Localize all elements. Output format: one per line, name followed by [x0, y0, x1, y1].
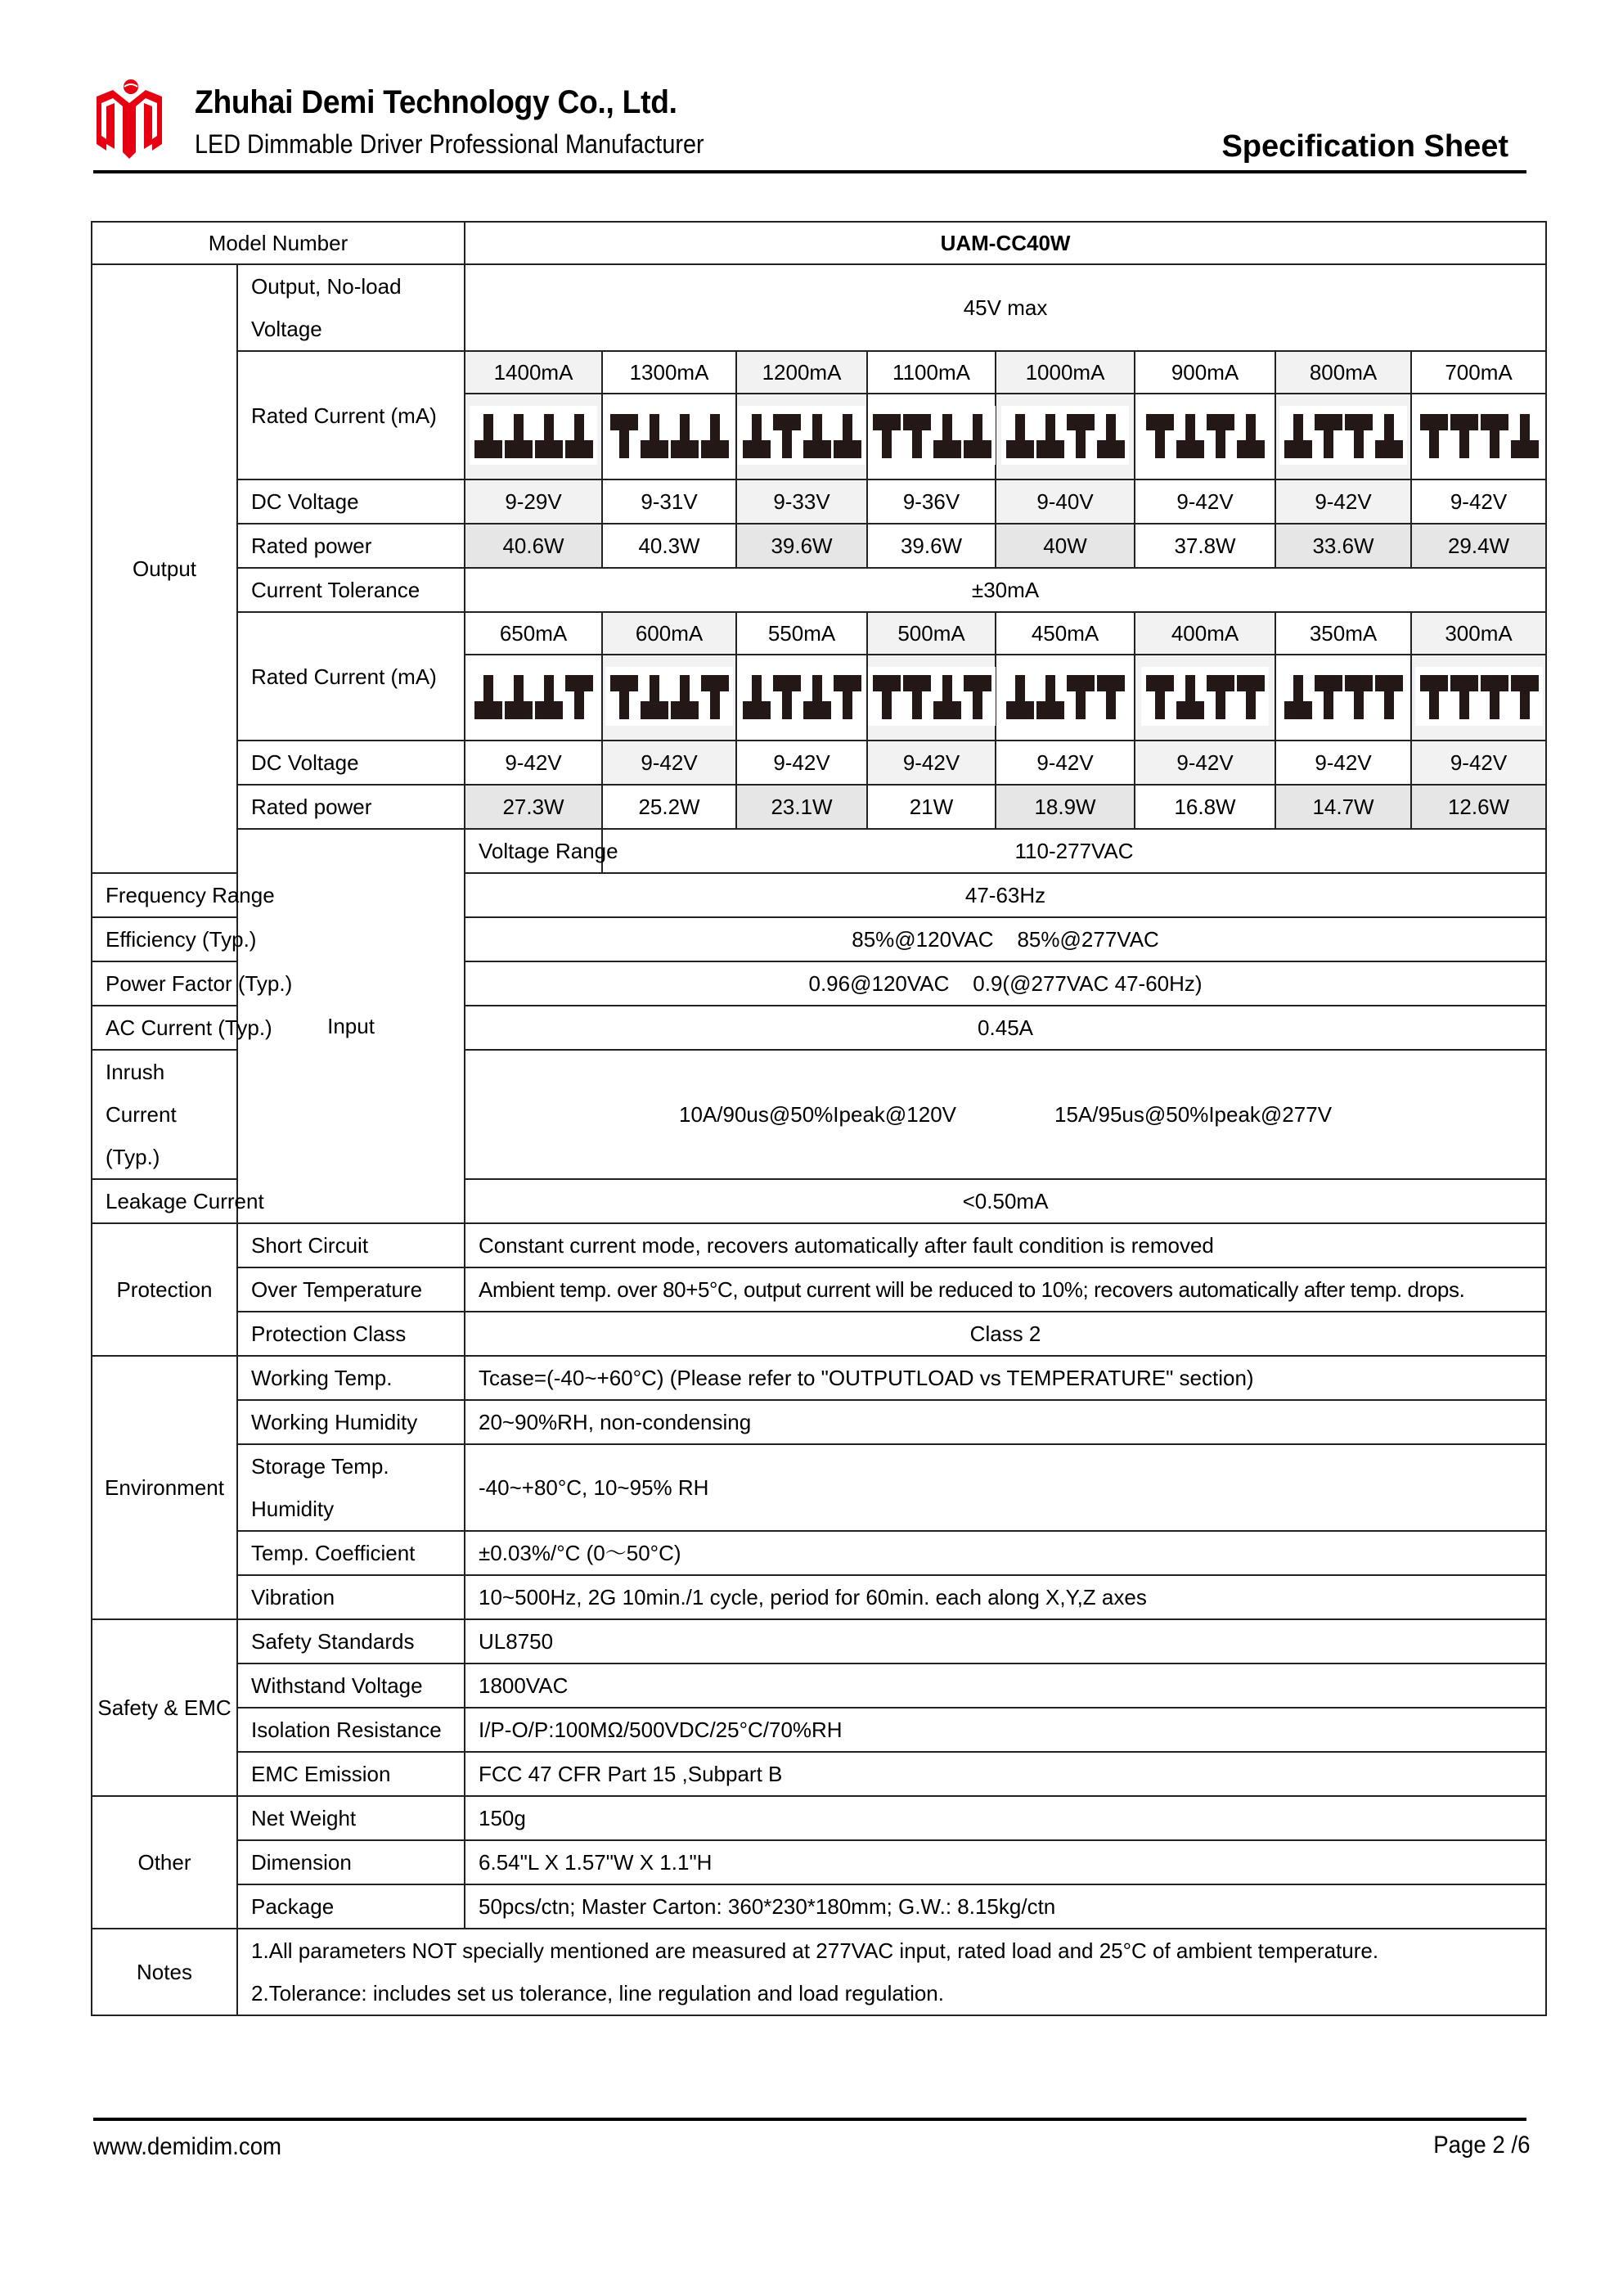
category-environment: Environment: [92, 1356, 237, 1619]
dip-switch-on: [1067, 414, 1095, 458]
row-label: Current Tolerance: [237, 568, 465, 612]
current-cell: 1000mA: [996, 351, 1135, 394]
notes-content: [237, 1929, 1546, 2015]
dip-switch-icon: [1001, 406, 1129, 465]
note-item: 2.Tolerance: includes set us tolerance, line regulation and load regulation.: [251, 1981, 944, 2006]
dip-switch-icon: [605, 406, 733, 465]
current-cell: 400mA: [1135, 612, 1275, 655]
row-value: UL8750: [465, 1619, 1546, 1663]
dip-switch-off: [933, 675, 961, 719]
protection-row: [92, 1267, 1546, 1312]
rated-power-row-1: [92, 524, 1546, 568]
safety-row: [92, 1752, 1546, 1796]
row-value: Ambient temp. over 80+5°C, output current will be reduced to 10%; recovers automatically after temp. drops.: [465, 1267, 1546, 1312]
rated-power-cell: 25.2W: [602, 785, 736, 829]
current-header-row-1: [92, 351, 1546, 394]
safety-row: [92, 1708, 1546, 1752]
row-label: Over Temperature: [237, 1267, 465, 1312]
row-label: Protection Class: [237, 1312, 465, 1356]
row-label: Rated Current (mA): [237, 612, 465, 741]
dc-voltage-row-2: [92, 741, 1546, 785]
row-label: Efficiency (Typ.): [92, 917, 237, 961]
environment-row: [92, 1356, 1546, 1400]
rated-power-row-2: [92, 785, 1546, 829]
dip-switch-icon: [1141, 667, 1269, 726]
current-cell: 650mA: [465, 612, 602, 655]
dip-switch-on: [1481, 675, 1508, 719]
dip-switch-icon: [1415, 406, 1543, 465]
dip-switch-off: [1036, 675, 1064, 719]
document-title: Specification Sheet: [1221, 129, 1508, 164]
row-label: Storage Temp. Humidity: [237, 1444, 465, 1531]
model-value: UAM-CC40W: [465, 222, 1546, 264]
dip-switch-icon: [868, 406, 996, 465]
row-label: EMC Emission: [237, 1752, 465, 1796]
row-label: Withstand Voltage: [237, 1663, 465, 1708]
dip-switch-cell: [996, 394, 1135, 479]
row-label: Leakage Current: [92, 1179, 237, 1223]
rated-power-cell: 16.8W: [1135, 785, 1275, 829]
dip-switch-icon: [738, 406, 865, 465]
dip-switch-on: [1207, 675, 1234, 719]
row-value: 1800VAC: [465, 1663, 1546, 1708]
dip-switch-on: [903, 414, 931, 458]
row-label: Vibration: [237, 1575, 465, 1619]
dip-switch-off: [803, 414, 831, 458]
dip-switch-off: [1375, 414, 1403, 458]
row-value: ±30mA: [465, 568, 1546, 612]
dip-switch-on: [1067, 675, 1095, 719]
dip-switch-cell: [602, 394, 736, 479]
row-value: ±0.03%/°C (0～50°C): [465, 1531, 1546, 1575]
current-cell: 500mA: [867, 612, 996, 655]
other-row: [92, 1796, 1546, 1840]
row-label: Net Weight: [237, 1796, 465, 1840]
dip-switch-on: [773, 414, 801, 458]
dip-switch-on: [1345, 675, 1373, 719]
noload-row: [92, 264, 1546, 351]
dip-switch-on: [701, 675, 729, 719]
dip-switch-off: [743, 675, 771, 719]
dip-switch-on: [1315, 414, 1342, 458]
dip-switch-off: [671, 675, 699, 719]
dip-switch-cell: [465, 655, 602, 741]
dip-switch-on: [1420, 675, 1448, 719]
row-label: DC Voltage: [237, 479, 465, 524]
dip-switch-on: [1375, 675, 1403, 719]
dip-switch-off: [474, 414, 502, 458]
dip-switch-off: [505, 414, 533, 458]
row-value: [465, 1050, 1546, 1179]
dip-switch-icon: [1141, 406, 1269, 465]
dip-switch-off: [1036, 414, 1064, 458]
rated-power-cell: 40.6W: [465, 524, 602, 568]
dip-switch-cell: [736, 394, 867, 479]
dip-switch-cell: [1275, 655, 1411, 741]
current-cell: 450mA: [996, 612, 1135, 655]
dip-switch-off: [1176, 414, 1204, 458]
dip-switch-off: [565, 414, 593, 458]
dc-voltage-cell: 9-42V: [736, 741, 867, 785]
dip-switch-off: [964, 414, 991, 458]
row-value: 20~90%RH, non-condensing: [465, 1400, 1546, 1444]
model-row: [92, 222, 1546, 264]
rated-power-cell: 37.8W: [1135, 524, 1275, 568]
row-value: 50pcs/ctn; Master Carton: 360*230*180mm; G.W.: 8.15kg/ctn: [465, 1884, 1546, 1929]
row-label: Inrush Current (Typ.): [92, 1050, 237, 1179]
row-value: Tcase=(-40~+60°C) (Please refer to "OUTPUTLOAD vs TEMPERATURE" section): [465, 1356, 1546, 1400]
dc-voltage-cell: 9-42V: [1411, 479, 1546, 524]
row-label: Isolation Resistance: [237, 1708, 465, 1752]
row-value: Constant current mode, recovers automatically after fault condition is removed: [465, 1223, 1546, 1267]
category-safety-emc: Safety & EMC: [92, 1619, 237, 1796]
dip-switch-cell: [1411, 655, 1546, 741]
other-row: [92, 1840, 1546, 1884]
dip-switch-off: [474, 675, 502, 719]
category-other: Other: [92, 1796, 237, 1929]
safety-row: [92, 1619, 1546, 1663]
current-cell: 700mA: [1411, 351, 1546, 394]
dip-switch-cell: [736, 655, 867, 741]
dc-voltage-row-1: [92, 479, 1546, 524]
dip-switch-on: [1511, 675, 1539, 719]
dip-switch-icon: [1415, 667, 1543, 726]
dip-switch-off: [641, 675, 668, 719]
dip-switch-on: [1146, 675, 1174, 719]
row-label: Output, No-load Voltage: [237, 264, 465, 351]
rated-power-cell: 40W: [996, 524, 1135, 568]
footer-divider: [93, 2118, 1526, 2121]
dip-switch-on: [903, 675, 931, 719]
dip-switch-icon: [470, 667, 597, 726]
row-label: Power Factor (Typ.): [92, 961, 237, 1006]
row-value: 45V max: [465, 264, 1546, 351]
dc-voltage-cell: 9-33V: [736, 479, 867, 524]
page-number: Page 2 /6: [1432, 2132, 1530, 2159]
other-row: [92, 1884, 1546, 1929]
dip-switch-cell: [602, 655, 736, 741]
protection-row: [92, 1223, 1546, 1267]
rated-power-cell: 29.4W: [1411, 524, 1546, 568]
dip-switch-on: [1097, 675, 1125, 719]
dc-voltage-cell: 9-42V: [1275, 741, 1411, 785]
dc-voltage-cell: 9-42V: [867, 741, 996, 785]
row-label: Working Temp.: [237, 1356, 465, 1400]
row-value: <0.50mA: [465, 1179, 1546, 1223]
dip-switch-off: [1006, 675, 1034, 719]
dip-switch-on: [1237, 675, 1265, 719]
dip-switch-on: [873, 675, 901, 719]
dip-switch-off: [1176, 675, 1204, 719]
row-label: Dimension: [237, 1840, 465, 1884]
footer-website[interactable]: www.demidim.com: [93, 2133, 282, 2160]
dip-switch-off: [1511, 414, 1539, 458]
dip-switch-off: [743, 414, 771, 458]
row-label: DC Voltage: [237, 741, 465, 785]
dip-switch-on: [1481, 414, 1508, 458]
row-value: 110-277VAC: [602, 829, 1546, 873]
row-label: Short Circuit: [237, 1223, 465, 1267]
category-input: Input: [237, 829, 465, 1223]
company-logo: [95, 79, 164, 160]
dip-switch-on: [610, 675, 638, 719]
current-cell: 1200mA: [736, 351, 867, 394]
row-label: Rated power: [237, 785, 465, 829]
dip-switch-on: [1450, 675, 1478, 719]
dip-switch-cell: [465, 394, 602, 479]
category-notes: Notes: [92, 1929, 237, 2015]
row-value: 150g: [465, 1796, 1546, 1840]
row-value: I/P-O/P:100MΩ/500VDC/25°C/70%RH: [465, 1708, 1546, 1752]
current-cell: 350mA: [1275, 612, 1411, 655]
dip-switch-cell: [1411, 394, 1546, 479]
category-output: Output: [92, 264, 237, 873]
row-value: 0.45A: [465, 1006, 1546, 1050]
row-value: 47-63Hz: [465, 873, 1546, 917]
current-cell: 1400mA: [465, 351, 602, 394]
dip-switch-on: [565, 675, 593, 719]
row-label: Rated Current (mA): [237, 351, 465, 479]
dip-switch-on: [873, 414, 901, 458]
dip-switch-icon: [605, 667, 733, 726]
dip-switch-on: [964, 675, 991, 719]
dip-switch-on: [773, 675, 801, 719]
inrush-value-120v: 10A/90us@50%Ipeak@120V: [679, 1101, 957, 1127]
dip-switch-on: [1146, 414, 1174, 458]
dip-switch-on: [1420, 414, 1448, 458]
dc-voltage-cell: 9-42V: [1275, 479, 1411, 524]
environment-row: [92, 1444, 1546, 1531]
dc-voltage-cell: 9-36V: [867, 479, 996, 524]
dip-switch-off: [535, 414, 563, 458]
dc-voltage-cell: 9-42V: [1411, 741, 1546, 785]
rated-power-cell: 14.7W: [1275, 785, 1411, 829]
dc-voltage-cell: 9-42V: [602, 741, 736, 785]
dc-voltage-cell: 9-42V: [996, 741, 1135, 785]
row-label: Rated power: [237, 524, 465, 568]
row-value: 6.54"L X 1.57"W X 1.1"H: [465, 1840, 1546, 1884]
dip-switch-icon: [738, 667, 865, 726]
row-label: Voltage Range: [465, 829, 602, 873]
dip-switch-on: [834, 675, 861, 719]
dc-voltage-cell: 9-42V: [1135, 741, 1275, 785]
current-cell: 600mA: [602, 612, 736, 655]
dip-switch-on: [1207, 414, 1234, 458]
dip-switch-off: [505, 675, 533, 719]
current-cell: 1300mA: [602, 351, 736, 394]
row-value: FCC 47 CFR Part 15 ,Subpart B: [465, 1752, 1546, 1796]
dip-switch-cell: [867, 394, 996, 479]
rated-power-cell: 39.6W: [736, 524, 867, 568]
notes-row: [92, 1929, 1546, 2015]
dip-switch-off: [535, 675, 563, 719]
dip-switch-cell: [996, 655, 1135, 741]
current-cell: 1100mA: [867, 351, 996, 394]
dip-switch-on: [610, 414, 638, 458]
company-name: Zhuhai Demi Technology Co., Ltd.: [195, 84, 677, 120]
environment-row: [92, 1400, 1546, 1444]
rated-power-cell: 18.9W: [996, 785, 1135, 829]
current-cell: 550mA: [736, 612, 867, 655]
dip-switch-on: [1315, 675, 1342, 719]
protection-row: [92, 1312, 1546, 1356]
current-cell: 900mA: [1135, 351, 1275, 394]
rated-power-cell: 27.3W: [465, 785, 602, 829]
tolerance-row: [92, 568, 1546, 612]
current-cell: 800mA: [1275, 351, 1411, 394]
dip-switch-off: [1237, 414, 1265, 458]
dip-switch-icon: [1279, 406, 1407, 465]
safety-row: [92, 1663, 1546, 1708]
dip-switch-off: [1284, 414, 1312, 458]
dip-switch-off: [701, 414, 729, 458]
current-cell: 300mA: [1411, 612, 1546, 655]
row-value: 0.96@120VAC 0.9(@277VAC 47-60Hz): [465, 961, 1546, 1006]
environment-row: [92, 1575, 1546, 1619]
environment-row: [92, 1531, 1546, 1575]
dc-voltage-cell: 9-29V: [465, 479, 602, 524]
company-tagline: LED Dimmable Driver Professional Manufacturer: [195, 129, 704, 159]
row-label: Temp. Coefficient: [237, 1531, 465, 1575]
row-value: 10~500Hz, 2G 10min./1 cycle, period for 60min. each along X,Y,Z axes: [465, 1575, 1546, 1619]
dip-switch-cell: [1135, 655, 1275, 741]
dip-switch-off: [803, 675, 831, 719]
row-label: AC Current (Typ.): [92, 1006, 237, 1050]
dc-voltage-cell: 9-42V: [1135, 479, 1275, 524]
dip-switch-cell: [1275, 394, 1411, 479]
dip-switch-cell: [867, 655, 996, 741]
row-value: Class 2: [465, 1312, 1546, 1356]
rated-power-cell: 21W: [867, 785, 996, 829]
dc-voltage-cell: 9-40V: [996, 479, 1135, 524]
rated-power-cell: 12.6W: [1411, 785, 1546, 829]
header-divider: [93, 170, 1526, 173]
input-row: [92, 829, 1546, 873]
category-protection: Protection: [92, 1223, 237, 1356]
dip-switch-icon: [1001, 667, 1129, 726]
model-label: Model Number: [92, 222, 465, 264]
dip-switch-off: [933, 414, 961, 458]
dc-voltage-cell: 9-31V: [602, 479, 736, 524]
current-header-row-2: [92, 612, 1546, 655]
spec-table: [91, 221, 1547, 2016]
rated-power-cell: 40.3W: [602, 524, 736, 568]
dip-switch-off: [1006, 414, 1034, 458]
dip-switch-cell: [1135, 394, 1275, 479]
dip-switch-icon: [470, 406, 597, 465]
dip-switch-off: [834, 414, 861, 458]
rated-power-cell: 33.6W: [1275, 524, 1411, 568]
row-label: Working Humidity: [237, 1400, 465, 1444]
inrush-value-277v: 15A/95us@50%Ipeak@277V: [1054, 1101, 1333, 1127]
dip-switch-on: [1450, 414, 1478, 458]
dip-switch-off: [1097, 414, 1125, 458]
dip-switch-icon: [1279, 667, 1407, 726]
row-label: Frequency Range: [92, 873, 237, 917]
dc-voltage-cell: 9-42V: [465, 741, 602, 785]
row-value: 85%@120VAC 85%@277VAC: [465, 917, 1546, 961]
rated-power-cell: 23.1W: [736, 785, 867, 829]
dip-switch-icon: [868, 667, 996, 726]
dip-switch-off: [641, 414, 668, 458]
dip-switch-off: [1284, 675, 1312, 719]
note-item: 1.All parameters NOT specially mentioned are measured at 277VAC input, rated load and 25°C of ambient temperature.: [251, 1938, 1379, 1963]
row-value: -40~+80°C, 10~95% RH: [465, 1444, 1546, 1531]
rated-power-cell: 39.6W: [867, 524, 996, 568]
dip-switch-off: [671, 414, 699, 458]
dip-switch-on: [1345, 414, 1373, 458]
row-label: Package: [237, 1884, 465, 1929]
row-label: Safety Standards: [237, 1619, 465, 1663]
